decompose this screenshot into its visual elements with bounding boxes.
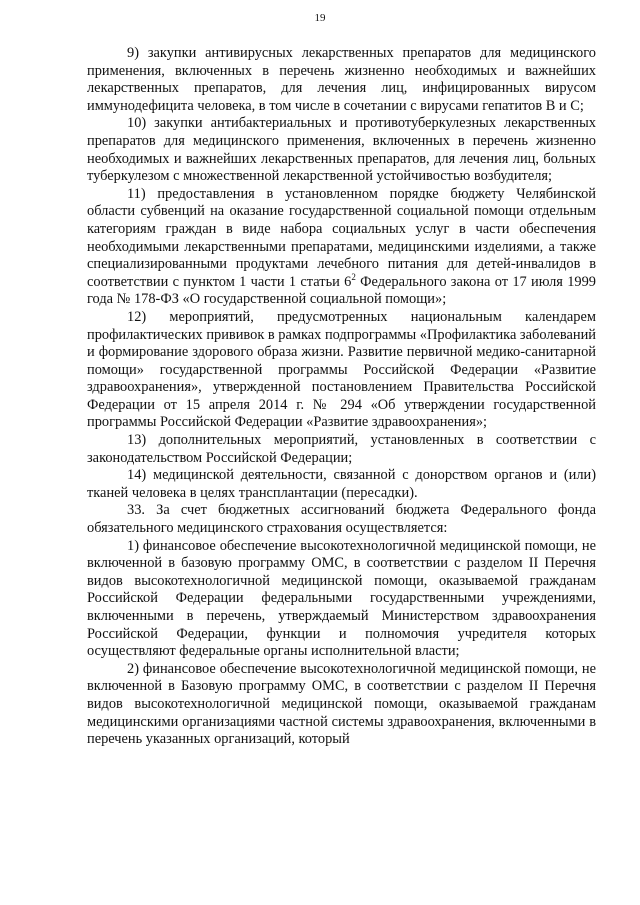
list-item bbox=[87, 538, 596, 661]
paragraph-text-continued: Федерального закона от 17 июля 1999 года № 178-ФЗ «О государственной социальной помощи»; bbox=[87, 273, 596, 308]
list-item bbox=[87, 186, 596, 309]
paragraph-text: 13) дополнительных мероприятий, установленных в соответствии с законодательством Российской Федерации; bbox=[87, 432, 596, 466]
page-number: 19 bbox=[314, 12, 326, 24]
paragraph-text: 33. За счет бюджетных ассигнований бюджета Федерального фонда обязательного медицинского страхования осуществляется: bbox=[87, 502, 596, 537]
list-item bbox=[87, 467, 596, 502]
superscript: 2 bbox=[351, 271, 356, 282]
paragraph-text: 9) закупки антивирусных лекарственных препаратов для медицинского применения, включенных в перечень жизненно необходимых и важнейших лекарственных препаратов, для лечения лиц, инфицированных вирусом иммунодефицита человека, в том числе в сочетании с вирусами гепатитов B и C; bbox=[87, 45, 596, 114]
list-item bbox=[87, 45, 596, 115]
document-body bbox=[87, 45, 596, 749]
section-paragraph bbox=[87, 502, 596, 537]
paragraph-text: 11) предоставления в установленном порядке бюджету Челябинской области субвенций на оказание государственной социальной помощи отдельным категориям граждан в виде набора социальных услуг в части обеспечения необходимыми лекарственными препаратами, медицинскими изделиями, а также специализированными продуктами лечебного питания для детей-инвалидов в соответствии с пунктом 1 части 1 статьи 6 bbox=[87, 185, 596, 290]
list-item bbox=[87, 661, 596, 749]
paragraph-text: 12) мероприятий, предусмотренных национальным календарем профилактических прививок в рамках подпрограммы «Профилактика заболеваний и формирование здорового образа жизни. Развитие первичной медико-санитарной помощи» государственной программы Российской Федерации «Развитие здравоохранения», утвержденной постановлением Правительства Российской Федерации от 15 апреля 2014 г. № 294 «Об утверждении государственной программы Российской Федерации «Развитие здравоохранения»; bbox=[87, 308, 596, 431]
paragraph-text: 2) финансовое обеспечение высокотехнологичной медицинской помощи, не включенной в Базовую программу ОМС, в соответствии с разделом II Перечня видов высокотехнологичной медицинской помощи, оказываемой гражданам медицинскими организациями частной системы здравоохранения, включенными в перечень указанных организаций, который bbox=[87, 660, 596, 748]
list-item bbox=[87, 309, 596, 432]
paragraph-text: 14) медицинской деятельности, связанной с донорством органов и (или) тканей человека в целях трансплантации (пересадки). bbox=[87, 467, 596, 501]
list-item bbox=[87, 115, 596, 185]
list-item bbox=[87, 432, 596, 467]
paragraph-text: 1) финансовое обеспечение высокотехнологичной медицинской помощи, не включенной в базовую программу ОМС, в соответствии с разделом II Перечня видов высокотехнологичной медицинской помощи, оказываемой гражданам Российской Федерации федеральными государственными учреждениями, включенными в перечень, утверждаемый Министерством здравоохранения Российской Федерации, функции и полномочия учредителя которых осуществляют федеральные органы исполнительной власти; bbox=[87, 537, 596, 660]
paragraph-text: 10) закупки антибактериальных и противотуберкулезных лекарственных препаратов для медицинского применения, включенных в перечень жизненно необходимых и важнейших лекарственных препаратов, для лечения лиц, больных туберкулезом с множественной лекарственной устойчивостью возбудителя; bbox=[87, 115, 596, 185]
